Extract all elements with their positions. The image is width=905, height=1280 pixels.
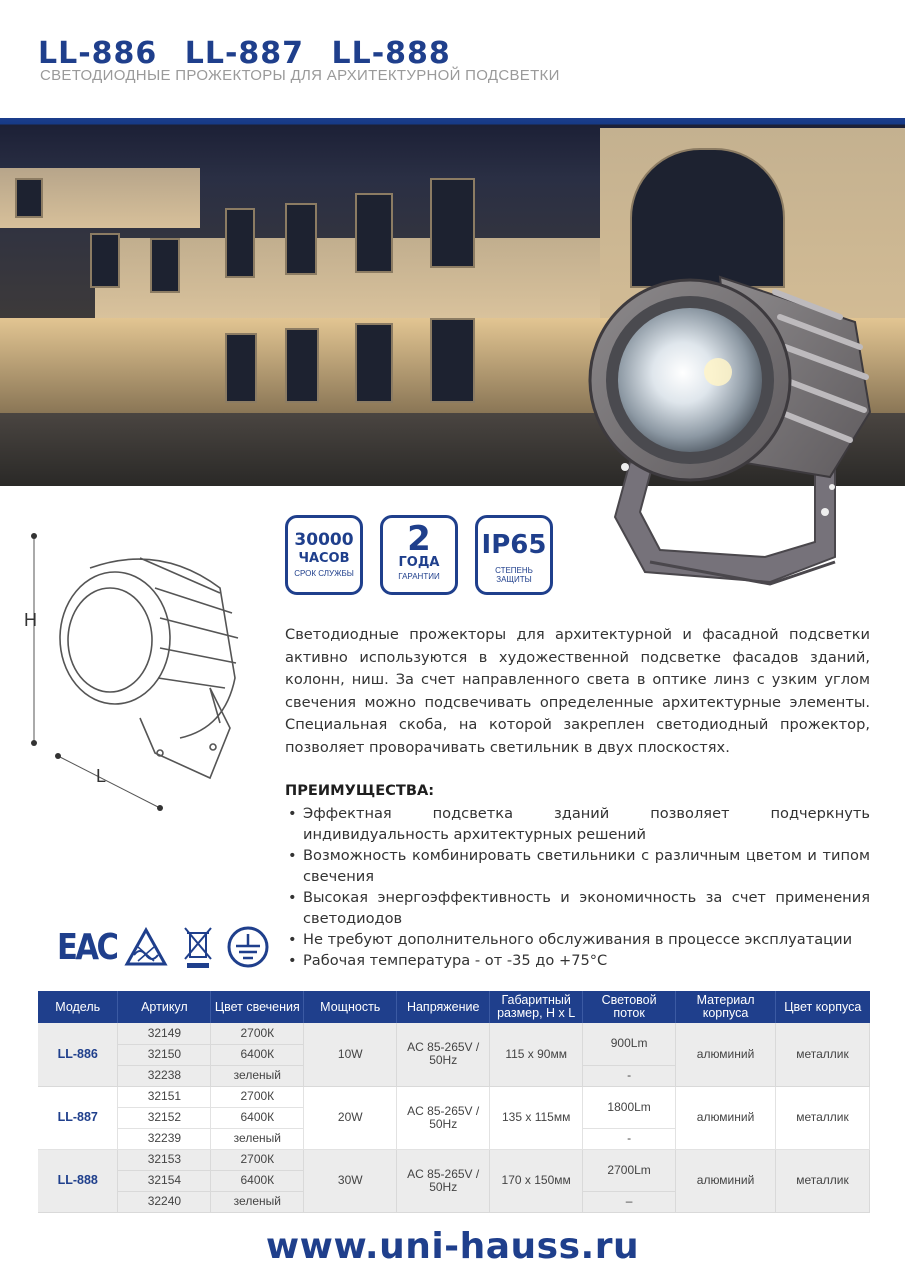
- window: [355, 323, 393, 403]
- power-cell: 10W: [304, 1023, 397, 1086]
- light-color-cell: 2700К: [211, 1023, 304, 1044]
- article-cell: 32154: [118, 1170, 211, 1191]
- product-description: Светодиодные прожекторы для архитектурной и фасадной подсветки активно используются в художественной подсветке фасадов зданий, колонн, ниш. За счет направленного света в оптике линз с узким углом свечения можно подсвечивать определенные архитектурные элементы. Специальная скоба, на которой закреплен светодиодный прожектор, позволяет проворачивать светильник в двух плоскостях.: [285, 626, 870, 756]
- warranty-caption: ГАРАНТИИ: [398, 572, 440, 582]
- height-label: H: [24, 610, 37, 630]
- advantage-item: • Не требуют дополнительного обслуживания в процессе эксплуатации: [285, 929, 870, 950]
- column-header: Модель: [38, 991, 118, 1023]
- voltage-cell: AC 85-265V / 50Hz: [397, 1023, 490, 1086]
- light-color-cell: зеленый: [211, 1191, 304, 1212]
- power-cell: 30W: [304, 1149, 397, 1212]
- light-color-cell: 2700К: [211, 1149, 304, 1170]
- material-cell: алюминий: [676, 1086, 776, 1149]
- light-color-cell: зеленый: [211, 1065, 304, 1086]
- column-header: Световой поток: [583, 991, 676, 1023]
- size-cell: 170 х 150мм: [490, 1149, 583, 1212]
- specifications-table: [38, 991, 870, 1213]
- warranty-value: 2: [407, 519, 431, 559]
- ip-rating-value: IP65: [481, 530, 547, 560]
- models-title: LL-886 LL-887 LL-888: [38, 36, 451, 71]
- table-row: [38, 1023, 870, 1044]
- article-cell: 32152: [118, 1107, 211, 1128]
- column-header: Напряжение: [397, 991, 490, 1023]
- advantages-heading: ПРЕИМУЩЕСТВА:: [285, 782, 435, 799]
- window: [430, 318, 475, 403]
- flux-green-cell: -: [583, 1128, 676, 1149]
- certification-icons: [57, 925, 272, 970]
- window: [225, 208, 255, 278]
- triangle-wave-icon: [124, 927, 168, 967]
- model-cell: LL-888: [38, 1149, 118, 1212]
- body-color-cell: металлик: [776, 1149, 870, 1212]
- advantage-item: • Возможность комбинировать светильники с различным цветом и типом свечения: [285, 845, 870, 887]
- warranty-unit: ГОДА: [398, 555, 440, 570]
- model-cell: LL-887: [38, 1086, 118, 1149]
- window: [430, 178, 475, 268]
- window: [225, 333, 257, 403]
- lifetime-unit: ЧАСОВ: [298, 551, 350, 566]
- light-color-cell: 6400К: [211, 1107, 304, 1128]
- body-color-cell: металлик: [776, 1086, 870, 1149]
- page-header: [0, 0, 905, 118]
- ip-rating-badge: [475, 515, 553, 595]
- warranty-badge: [380, 515, 458, 595]
- column-header: Артикул: [118, 991, 211, 1023]
- table-row: [38, 1086, 870, 1107]
- window: [90, 233, 120, 288]
- advantage-item: • Эффектная подсветка зданий позволяет подчеркнуть индивидуальность архитектурных решений: [285, 803, 870, 845]
- material-cell: алюминий: [676, 1023, 776, 1086]
- column-header: Материал корпуса: [676, 991, 776, 1023]
- flux-cell: 1800Lm: [583, 1086, 676, 1128]
- lifetime-value: 30000: [294, 530, 354, 550]
- body-color-cell: металлик: [776, 1023, 870, 1086]
- weee-bin-icon: [183, 925, 213, 969]
- column-header: Цвет свечения: [211, 991, 304, 1023]
- advantage-item: • Рабочая температура - от -35 до +75°С: [285, 950, 870, 971]
- light-color-cell: 2700К: [211, 1086, 304, 1107]
- table-row: [38, 1149, 870, 1170]
- length-label: L: [96, 766, 107, 786]
- light-color-cell: 6400К: [211, 1044, 304, 1065]
- article-cell: 32238: [118, 1065, 211, 1086]
- projector-photo: [570, 262, 890, 607]
- window: [150, 238, 180, 293]
- flux-green-cell: -: [583, 1065, 676, 1086]
- article-cell: 32151: [118, 1086, 211, 1107]
- material-cell: алюминий: [676, 1149, 776, 1212]
- dimension-drawing: [20, 528, 270, 818]
- article-cell: 32153: [118, 1149, 211, 1170]
- voltage-cell: AC 85-265V / 50Hz: [397, 1086, 490, 1149]
- ip-rating-caption: СТЕПЕНЬ ЗАЩИТЫ: [495, 566, 533, 585]
- article-cell: 32150: [118, 1044, 211, 1065]
- window: [285, 328, 319, 403]
- light-color-cell: зеленый: [211, 1128, 304, 1149]
- table-header-row: [38, 991, 870, 1023]
- advantage-item: • Высокая энергоэффективность и экономичность за счет применения светодиодов: [285, 887, 870, 929]
- column-header: Габаритный размер, Н х L: [490, 991, 583, 1023]
- size-cell: 115 х 90мм: [490, 1023, 583, 1086]
- power-cell: 20W: [304, 1086, 397, 1149]
- flux-green-cell: –: [583, 1191, 676, 1212]
- website-link[interactable]: www.uni-hauss.ru: [265, 1226, 640, 1267]
- lifetime-caption: СРОК СЛУЖБЫ: [294, 569, 354, 579]
- lifetime-badge: [285, 515, 363, 595]
- advantages-list: [285, 803, 870, 971]
- column-header: Цвет корпуса: [776, 991, 870, 1023]
- window: [285, 203, 317, 275]
- window: [15, 178, 43, 218]
- flux-cell: 900Lm: [583, 1023, 676, 1065]
- column-header: Мощность: [304, 991, 397, 1023]
- model-cell: LL-886: [38, 1023, 118, 1086]
- eac-mark-icon: EAC: [57, 927, 117, 968]
- size-cell: 135 х 115мм: [490, 1086, 583, 1149]
- page-subtitle: СВЕТОДИОДНЫЕ ПРОЖЕКТОРЫ ДЛЯ АРХИТЕКТУРНОЙ ПОДСВЕТКИ: [40, 67, 560, 84]
- light-color-cell: 6400К: [211, 1170, 304, 1191]
- article-cell: 32149: [118, 1023, 211, 1044]
- voltage-cell: AC 85-265V / 50Hz: [397, 1149, 490, 1212]
- article-cell: 32239: [118, 1128, 211, 1149]
- window: [355, 193, 393, 273]
- article-cell: 32240: [118, 1191, 211, 1212]
- ground-symbol-icon: [227, 926, 269, 968]
- flux-cell: 2700Lm: [583, 1149, 676, 1191]
